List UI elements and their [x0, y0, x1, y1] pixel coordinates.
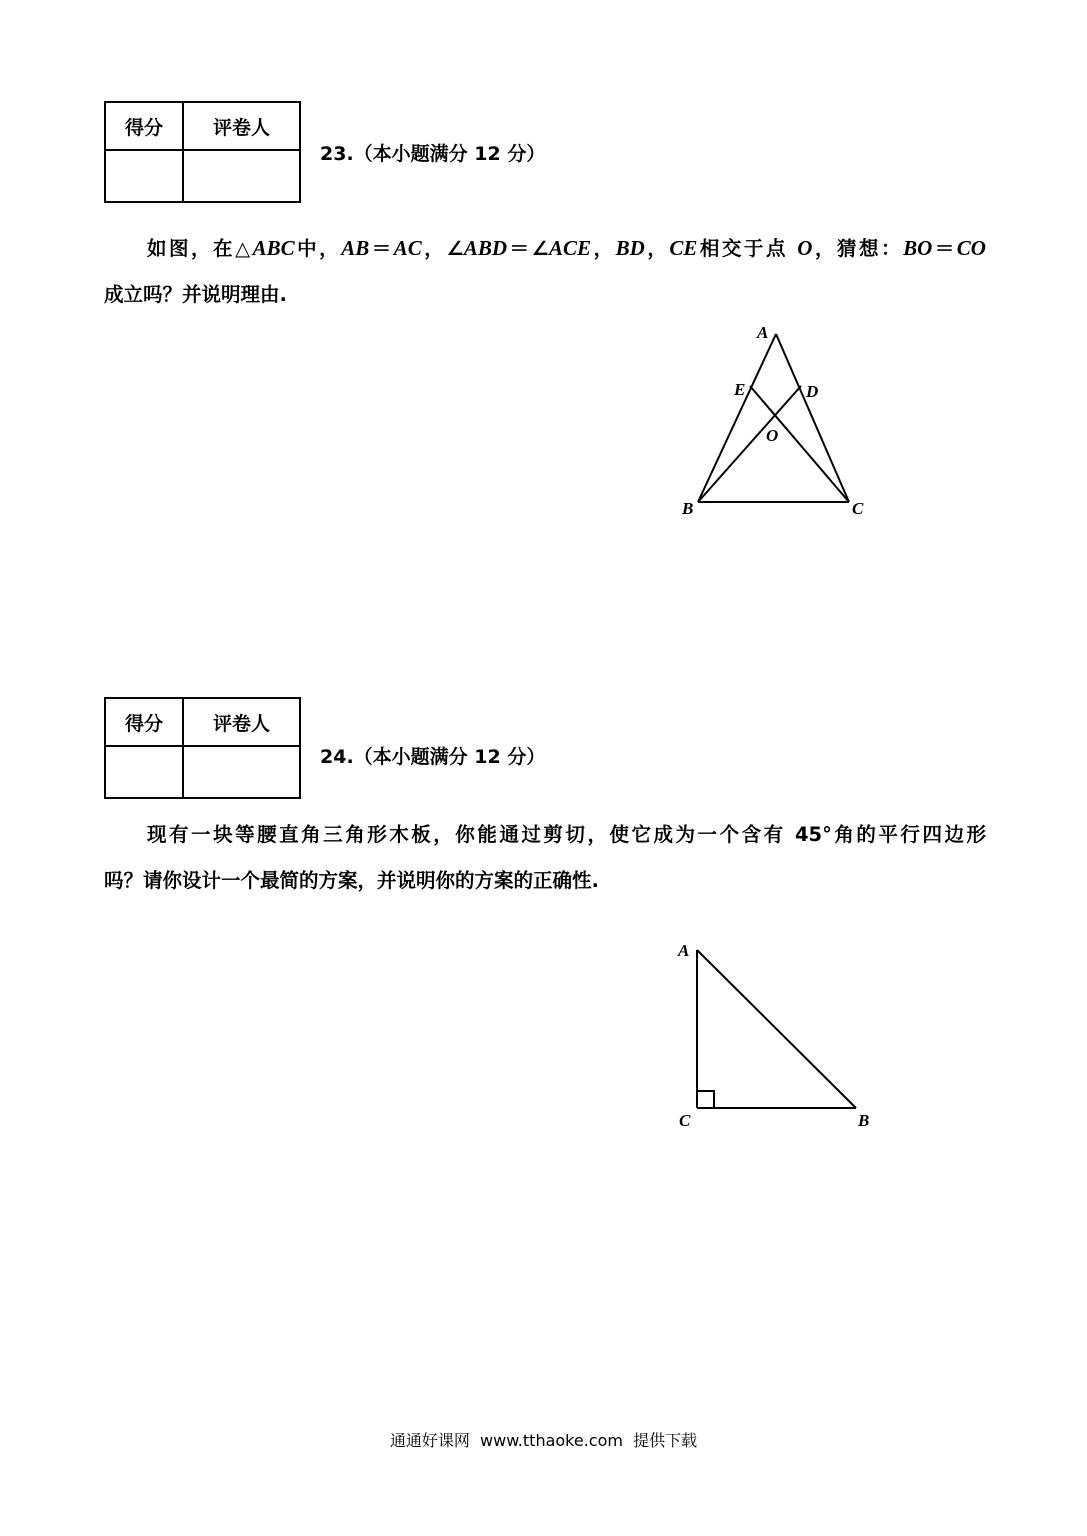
q23-figure — [698, 334, 849, 502]
q24-line2: 吗？请你设计一个最简的方案，并说明你的方案的正确性. — [104, 869, 599, 892]
score-header: 得分 — [105, 102, 183, 150]
label-a: A — [678, 941, 690, 960]
label-c: C — [679, 1111, 691, 1130]
right-angle-mark — [697, 1091, 714, 1108]
q24-labels — [677, 941, 869, 1130]
q24-line1: 现有一块等腰直角三角形木板，你能通过剪切，使它成为一个含有 45°角的平行四边形 — [147, 823, 986, 846]
label-a: A — [757, 323, 769, 342]
q24-figure — [697, 950, 856, 1108]
grader-header: 评卷人 — [183, 102, 300, 150]
segment-ab — [698, 334, 779, 502]
label-o: O — [766, 426, 779, 445]
label-e: E — [734, 380, 746, 399]
q24-heading: 24.（本小题满分 12 分） — [320, 746, 546, 768]
footer-source: 通通好课网 www.tthaoke.com 提供下载 — [389, 1431, 698, 1450]
label-d: D — [806, 382, 819, 401]
score-header: 得分 — [105, 698, 183, 746]
segment-ab — [697, 950, 856, 1108]
segment-bd — [698, 386, 801, 502]
grader-header: 评卷人 — [183, 698, 300, 746]
q23-line2: 成立吗？并说明理由. — [104, 283, 287, 306]
label-b: B — [682, 499, 694, 518]
label-c: C — [852, 499, 864, 518]
q23-line1: 如图，在△ABC中，AB＝AC，∠ABD＝∠ACE，BD，CE相交于点 O，猜想：BO＝CO — [147, 236, 986, 260]
segment-ac — [776, 334, 849, 502]
q23-heading: 23.（本小题满分 12 分） — [320, 143, 546, 165]
segment-ce — [750, 386, 849, 502]
label-b: B — [858, 1111, 870, 1130]
